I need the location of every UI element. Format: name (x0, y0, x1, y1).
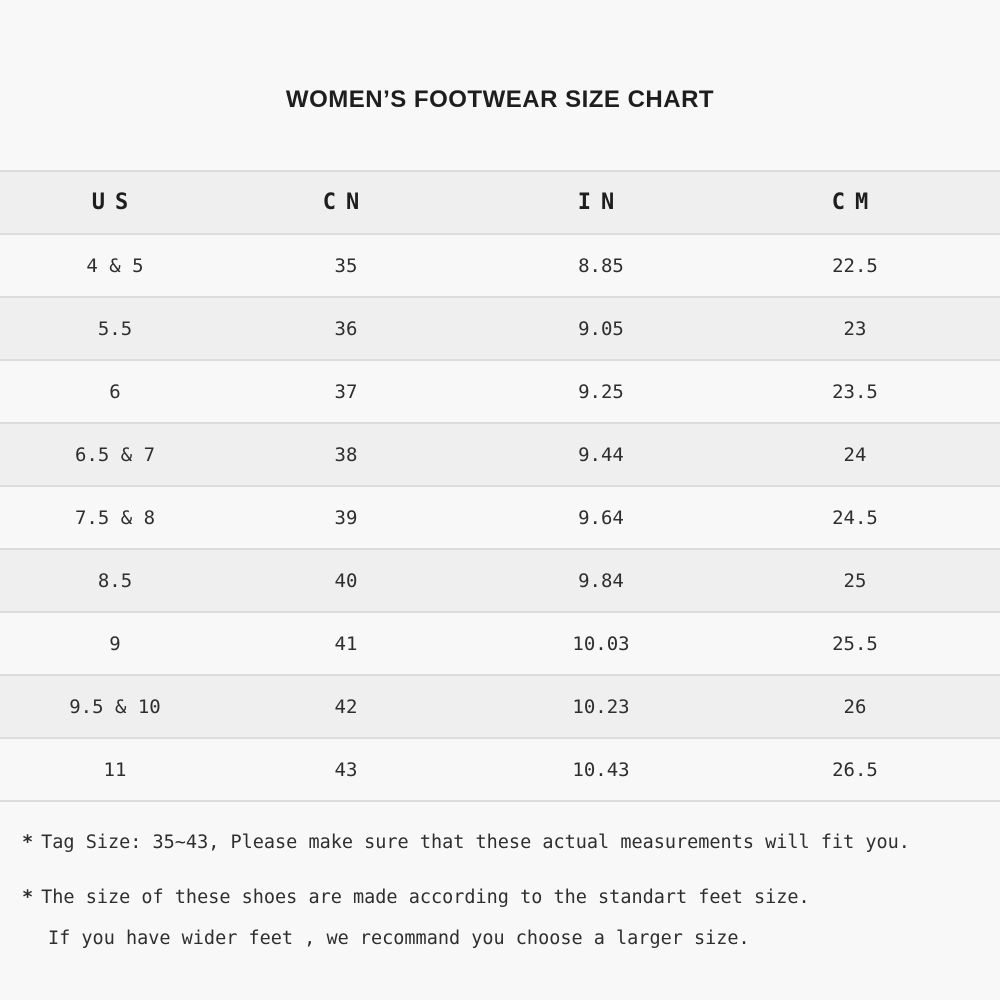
cell-cm: 26 (843, 695, 867, 718)
table-row (0, 550, 1000, 613)
table-row (0, 613, 1000, 676)
cell-cn: 40 (334, 569, 358, 592)
table-row (0, 235, 1000, 298)
size-chart-table (0, 170, 1000, 802)
cell-cm: 26.5 (832, 758, 878, 781)
cell-us: 11 (103, 758, 127, 781)
cell-cm: 23.5 (832, 380, 878, 403)
table-header-row (0, 172, 1000, 235)
table-row (0, 424, 1000, 487)
note-bullet: * (22, 832, 34, 853)
cell-us: 8.5 (97, 569, 133, 592)
cell-cm: 23 (843, 317, 867, 340)
cell-cm: 25.5 (832, 632, 878, 655)
cell-us: 4 & 5 (86, 254, 144, 277)
cell-us: 9.5 & 10 (69, 695, 161, 718)
cell-in: 9.84 (578, 569, 624, 592)
header-us: US (91, 190, 139, 215)
cell-in: 9.25 (578, 380, 624, 403)
cell-cm: 24 (843, 443, 867, 466)
cell-in: 10.23 (572, 695, 630, 718)
cell-cn: 42 (334, 695, 358, 718)
cell-in: 8.85 (578, 254, 624, 277)
cell-us: 6.5 & 7 (74, 443, 156, 466)
header-in: IN (577, 190, 625, 215)
cell-cn: 36 (334, 317, 358, 340)
table-row (0, 676, 1000, 739)
header-cn: CN (322, 190, 370, 215)
cell-cm: 25 (843, 569, 867, 592)
cell-in: 10.43 (572, 758, 630, 781)
note-wider-feet: If you have wider feet , we recommand you choose a larger size. (48, 928, 750, 949)
header-cm: CM (831, 190, 879, 215)
page-title: WOMEN’S FOOTWEAR SIZE CHART (285, 86, 715, 113)
cell-cn: 41 (334, 632, 358, 655)
note-bullet: * (22, 887, 34, 908)
cell-us: 7.5 & 8 (74, 506, 156, 529)
cell-cn: 39 (334, 506, 358, 529)
note-tag-size (22, 832, 910, 853)
cell-cn: 38 (334, 443, 358, 466)
note-standard-size-text: The size of these shoes are made according to the standart feet size. (41, 887, 810, 908)
note-standard-size (22, 887, 810, 908)
cell-us: 9 (109, 632, 121, 655)
note-tag-size-text: Tag Size: 35~43, Please make sure that these actual measurements will fit you. (41, 832, 910, 853)
cell-cm: 22.5 (832, 254, 878, 277)
cell-in: 9.64 (578, 506, 624, 529)
cell-us: 5.5 (97, 317, 133, 340)
cell-in: 10.03 (572, 632, 630, 655)
cell-in: 9.05 (578, 317, 624, 340)
cell-cn: 35 (334, 254, 358, 277)
cell-cn: 37 (334, 380, 358, 403)
table-row (0, 298, 1000, 361)
cell-cm: 24.5 (832, 506, 878, 529)
cell-us: 6 (109, 380, 121, 403)
cell-in: 9.44 (578, 443, 624, 466)
table-row (0, 739, 1000, 802)
cell-cn: 43 (334, 758, 358, 781)
table-row (0, 487, 1000, 550)
table-row (0, 361, 1000, 424)
